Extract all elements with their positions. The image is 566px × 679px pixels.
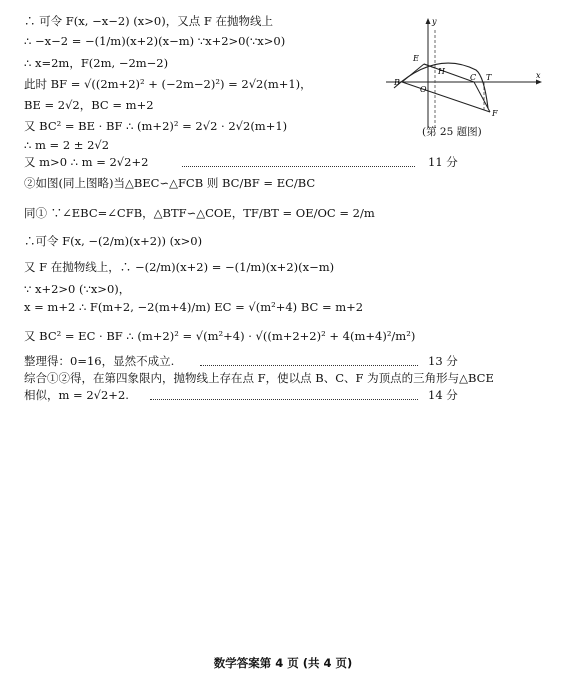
figure-caption: (第 25 题图) [422,126,482,138]
label-y: y [432,17,437,26]
y-axis-arrow [426,18,431,24]
x-axis-arrow [536,80,542,85]
solution-line-11: ∴可令 F(x, −(2/m)(x+2)) (x>0) [24,234,203,248]
score-leader-14 [150,399,418,400]
solution-line-17: 综合①②得，在第四象限内，抛物线上存在点 F，使以点 B、C、F 为顶点的三角形与△BCE [24,371,494,385]
score-leader-13 [200,365,418,366]
solution-line-7: ∴ m = 2 ± 2√2 [24,138,110,152]
score-14: 14 分 [428,388,458,402]
segment-ec [424,64,477,82]
label-e: E [413,54,419,63]
solution-line-5: BE = 2√2，BC = m+2 [24,98,154,112]
label-t: T [486,73,492,82]
segment-be [402,64,424,82]
solution-line-18: 相似，m = 2√2+2. [24,388,129,402]
label-x: x [536,71,541,80]
solution-line-6: 又 BC² = BE · BF ∴ (m+2)² = 2√2 · 2√2(m+1) [24,119,288,133]
label-h: H [438,67,445,76]
solution-line-12: 又 F 在抛物线上，∴ −(2/m)(x+2) = −(1/m)(x+2)(x−m) [24,260,335,274]
figure-25 [380,16,550,134]
solution-line-3: ∴ x=2m，F(2m, −2m−2) [24,56,169,70]
label-f: F [492,109,498,118]
score-11: 11 分 [428,155,458,169]
page-footer: 数学答案第 4 页 (共 4 页) [213,656,353,670]
solution-line-4: 此时 BF = √((2m+2)² + (−2m−2)²) = 2√2(m+1)， [24,77,312,91]
solution-line-13: ∵ x+2>0 (∵x>0)， [24,282,131,296]
label-b: B [394,78,400,87]
solution-line-1: ∴ 可令 F(x, −x−2) (x>0)，又点 F 在抛物线上 [24,14,273,28]
solution-line-8: 又 m>0 ∴ m = 2√2+2 [24,155,149,169]
solution-line-2: ∴ −x−2 = −(1/m)(x+2)(x−m) ∵x+2>0(∵x>0) [24,34,286,48]
solution-line-14: x = m+2 ∴ F(m+2, −2(m+4)/m) EC = √(m²+4) BC = m+2 [24,300,364,314]
solution-line-9: ②如图(同上图略)当△BEC∽△FCB 则 BC/BF = EC/BC [24,176,316,190]
label-c: C [470,73,477,82]
score-leader-11 [182,166,415,167]
solution-line-15: 又 BC² = EC · BF ∴ (m+2)² = √(m²+4) · √((m+2+2)² + 4(m+4)²/m²) [24,329,416,343]
label-o: O [420,85,427,94]
solution-line-10: 同① ∵∠EBC=∠CFB，△BTF∽△COE，TF/BT = OE/OC = 2/m [24,206,375,220]
score-13: 13 分 [428,354,458,368]
solution-line-16: 整理得：0=16，显然不成立. [24,354,175,368]
